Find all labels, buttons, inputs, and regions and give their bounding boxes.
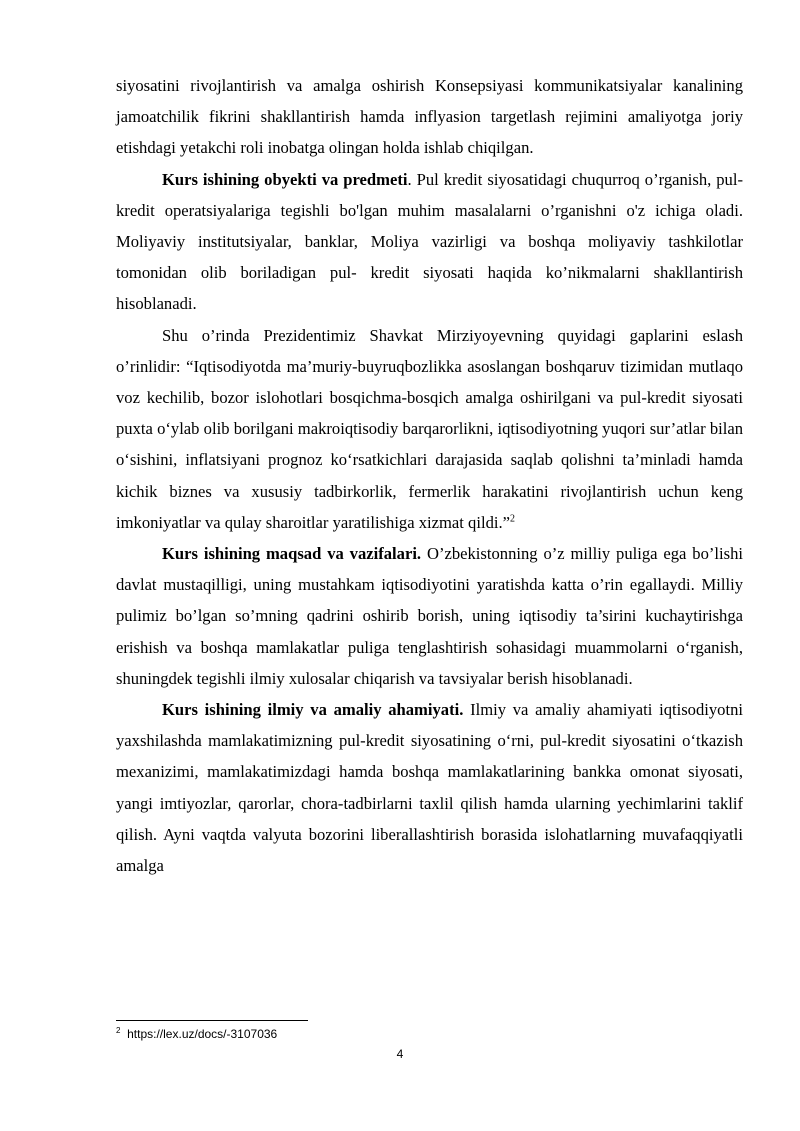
body-text xyxy=(116,70,743,881)
paragraph-text: Shu o’rinda Prezidentimiz Shavkat Mirziyoyevning quyidagi gaplarini eslash o’rinlidir: “Iqtisodiyotda ma’muriy-buyruqbozlikka asoslangan boshqaruv tizimidan mutlaqo voz kechilib, bozor islohotlari bosqichma-bosqich amalga oshirilgani va pul-kredit siyosati puxta o‘ylab olib borilgani makroiqtisodiy barqarorlikni, iqtisodiyotning yuqori sur’atlar bilan o‘sishini, inflatsiyani prognoz ko‘rsatkichlari darajasida saqlab qolishni ta’minladi hamda kichik biznes va xususiy tadbirkorlik, fermerlik harakatini rivojlantirish uchun keng imkoniyatlar va qulay sharoitlar yaratilishiga xizmat qildi.” xyxy=(116,325,743,532)
paragraph xyxy=(116,70,743,164)
footnote xyxy=(116,1026,277,1042)
section-heading: Kurs ishining maqsad va vazifalari. xyxy=(162,544,422,564)
paragraph xyxy=(116,694,743,881)
paragraph xyxy=(116,538,743,694)
section-heading: Kurs ishining ilmiy va amaliy ahamiyati. xyxy=(162,700,464,720)
footnote-divider xyxy=(116,1020,308,1021)
paragraph-text: siyosatini rivojlantirish va amalga oshirish Konsepsiyasi kommunikatsiyalar kanalining jamoatchilik fikrini shakllantirish hamda inflyasion targetlash rejimini amaliyotga joriy etishdagi yetakchi roli inobatga olingan holda ishlab chiqilgan. xyxy=(116,76,743,158)
paragraph-text: Ilmiy va amaliy ahamiyati iqtisodiyotni yaxshilashda mamlakatimizning pul-kredit siyosatining o‘rni, pul-kredit siyosatini o‘tkazish mexanizimi, mamlakatimizdagi hamda boshqa mamlakatlarining bankka omonat siyosati, yangi imtiyozlar, qarorlar, chora-tadbirlarni taxlil qilish hamda ularning yechimlarini taklif qilish. Ayni vaqtda valyuta bozorini liberallashtirish borasida islohatlarning muvafaqqiyatli amalga xyxy=(116,700,743,876)
page-number: 4 xyxy=(396,1047,404,1061)
paragraph xyxy=(116,164,743,320)
paragraph-text: O’zbekistonning o’z milliy puliga ega bo’lishi davlat mustaqilligi, uning mustahkam iqtisodiyotini yaratishda katta o’rin egallaydi. Milliy pulimiz bo’lgan so’mning qadrini oshirib borish, uning iqtisodiy ta’sirini kuchaytirishga erishish va boshqa mamlakatlar puliga tenglashtirish sohasidagi muammolarni o‘rganish, shuningdek tegishli ilmiy xulosalar chiqarish va tavsiyalar berish hisoblanadi. xyxy=(116,544,744,688)
footnote-number: 2 xyxy=(116,1026,121,1035)
paragraph-text: . Pul kredit siyosatidagi chuqurroq o’rganish, pul-kredit operatsiyalariga tegishli bo'lgan muhim masalalarni o’rganishni o'z ichiga oladi. Moliyaviy institutsiyalar, banklar, Moliya vazirligi va boshqa moliyaviy tashkilotlar tomonidan olib boriladigan pul- kredit siyosati haqida ko’nikmalarni shakllantirish hisoblanadi. xyxy=(116,169,743,314)
footnote-link[interactable]: https://lex.uz/docs/-3107036 xyxy=(127,1027,278,1041)
section-heading: Kurs ishining obyekti va predmeti xyxy=(162,169,408,189)
paragraph xyxy=(116,320,743,538)
footnote-reference: 2 xyxy=(510,513,515,525)
